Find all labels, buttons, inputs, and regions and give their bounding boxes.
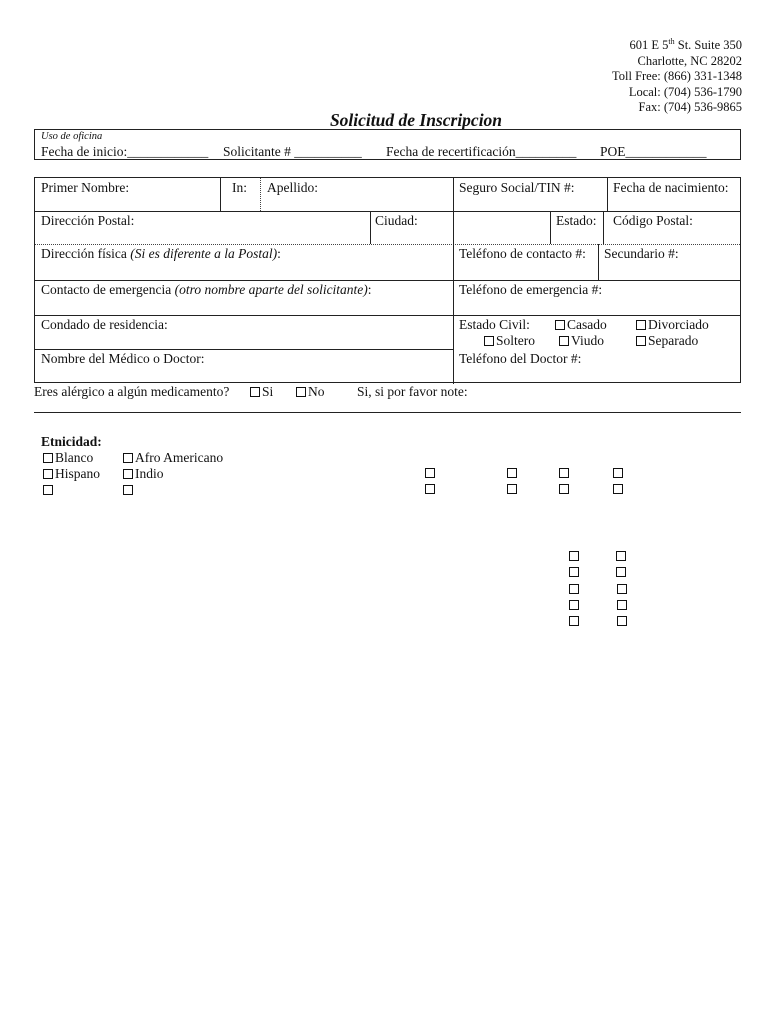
allergy-yes-option[interactable]: Si	[250, 384, 273, 400]
unlabeled-checkbox[interactable]	[569, 600, 579, 610]
unlabeled-checkbox[interactable]	[617, 584, 627, 594]
last-name-field[interactable]: Apellido:	[267, 180, 318, 195]
unlabeled-checkbox[interactable]	[569, 567, 579, 577]
poe-field[interactable]: POE____________	[600, 144, 707, 159]
allergy-no-checkbox[interactable]	[296, 387, 306, 397]
county-field[interactable]: Condado de residencia:	[41, 317, 168, 332]
fax-line: Fax: (704) 536-9865	[638, 100, 742, 115]
ssn-field[interactable]: Seguro Social/TIN #:	[459, 180, 575, 195]
middle-initial-field[interactable]: In:	[232, 180, 247, 195]
start-date-field[interactable]: Fecha de inicio:____________	[41, 144, 209, 159]
native-checkbox[interactable]	[123, 469, 133, 479]
hispanic-checkbox[interactable]	[43, 469, 53, 479]
unlabeled-checkbox[interactable]	[559, 468, 569, 478]
unlabeled-checkbox[interactable]	[425, 468, 435, 478]
allergy-yes-checkbox[interactable]	[250, 387, 260, 397]
ethnicity-white-option[interactable]: Blanco	[43, 450, 93, 466]
unlabeled-checkbox[interactable]	[616, 551, 626, 561]
recertification-date-field[interactable]: Fecha de recertificación_________	[386, 144, 577, 159]
unlabeled-checkbox[interactable]	[507, 468, 517, 478]
allergy-question: Eres alérgico a algún medicamento?	[34, 384, 230, 399]
unlabeled-checkbox[interactable]	[617, 616, 627, 626]
widowed-option[interactable]: Viudo	[559, 333, 604, 349]
birth-date-field[interactable]: Fecha de nacimiento:	[613, 180, 729, 195]
unlabeled-checkbox[interactable]	[559, 484, 569, 494]
state-field[interactable]: Estado:	[556, 213, 597, 228]
single-checkbox[interactable]	[484, 336, 494, 346]
emergency-phone-field[interactable]: Teléfono de emergencia #:	[459, 282, 603, 297]
contact-phone-field[interactable]: Teléfono de contacto #:	[459, 246, 586, 261]
widowed-checkbox[interactable]	[559, 336, 569, 346]
unlabeled-checkbox[interactable]	[569, 616, 579, 626]
ethnicity-hispanic-option[interactable]: Hispano	[43, 466, 100, 482]
form-title: Solicitud de Inscripcion	[329, 110, 503, 130]
allergy-no-option[interactable]: No	[296, 384, 325, 400]
separated-option[interactable]: Separado	[636, 333, 698, 349]
unlabeled-checkbox[interactable]	[613, 468, 623, 478]
marital-status-label: Estado Civil:	[459, 317, 530, 332]
zip-code-field[interactable]: Código Postal:	[613, 213, 693, 228]
married-checkbox[interactable]	[555, 320, 565, 330]
divorced-option[interactable]: Divorciado	[636, 317, 709, 333]
african-american-checkbox[interactable]	[123, 453, 133, 463]
ethnicity-heading: Etnicidad:	[41, 434, 102, 449]
first-name-field[interactable]: Primer Nombre:	[41, 180, 130, 195]
unlabeled-checkbox[interactable]	[569, 584, 579, 594]
married-option[interactable]: Casado	[555, 317, 607, 333]
toll-free-line: Toll Free: (866) 331-1348	[611, 69, 742, 84]
ethnicity-extra-checkbox[interactable]	[123, 485, 133, 495]
separated-checkbox[interactable]	[636, 336, 646, 346]
physical-address-field[interactable]: Dirección física (Si es diferente a la Postal):	[41, 246, 281, 261]
doctor-phone-field[interactable]: Teléfono del Doctor #:	[459, 351, 582, 366]
white-checkbox[interactable]	[43, 453, 53, 463]
applicant-number-field[interactable]: Solicitante # __________	[223, 144, 362, 159]
ethnicity-native-option[interactable]: Indio	[123, 466, 164, 482]
unlabeled-checkbox[interactable]	[507, 484, 517, 494]
address-line-1: 601 E 5th St. Suite 350	[629, 37, 742, 53]
address-line-2: Charlotte, NC 28202	[637, 53, 742, 68]
unlabeled-checkbox[interactable]	[569, 551, 579, 561]
emergency-contact-field[interactable]: Contacto de emergencia (otro nombre aparte del solicitante):	[41, 282, 372, 297]
divorced-checkbox[interactable]	[636, 320, 646, 330]
doctor-name-field[interactable]: Nombre del Médico o Doctor:	[41, 351, 205, 366]
unlabeled-checkbox[interactable]	[613, 484, 623, 494]
city-field[interactable]: Ciudad:	[375, 213, 418, 228]
allergy-note-label: Si, si por favor note:	[357, 384, 468, 399]
mailing-address-field[interactable]: Dirección Postal:	[41, 213, 135, 228]
unlabeled-checkbox[interactable]	[425, 484, 435, 494]
address-block	[612, 34, 742, 116]
ethnicity-other-checkbox[interactable]	[43, 485, 53, 495]
secondary-phone-field[interactable]: Secundario #:	[604, 246, 679, 261]
applicant-info-grid	[34, 177, 741, 383]
unlabeled-checkbox[interactable]	[617, 600, 627, 610]
office-use-label: Uso de oficina	[41, 131, 103, 142]
unlabeled-checkbox[interactable]	[616, 567, 626, 577]
ethnicity-african-american-option[interactable]: Afro Americano	[123, 450, 223, 466]
local-phone-line: Local: (704) 536-1790	[628, 84, 742, 99]
allergy-note-line[interactable]	[34, 412, 741, 413]
single-option[interactable]: Soltero	[484, 333, 535, 349]
office-use-box	[34, 129, 741, 160]
